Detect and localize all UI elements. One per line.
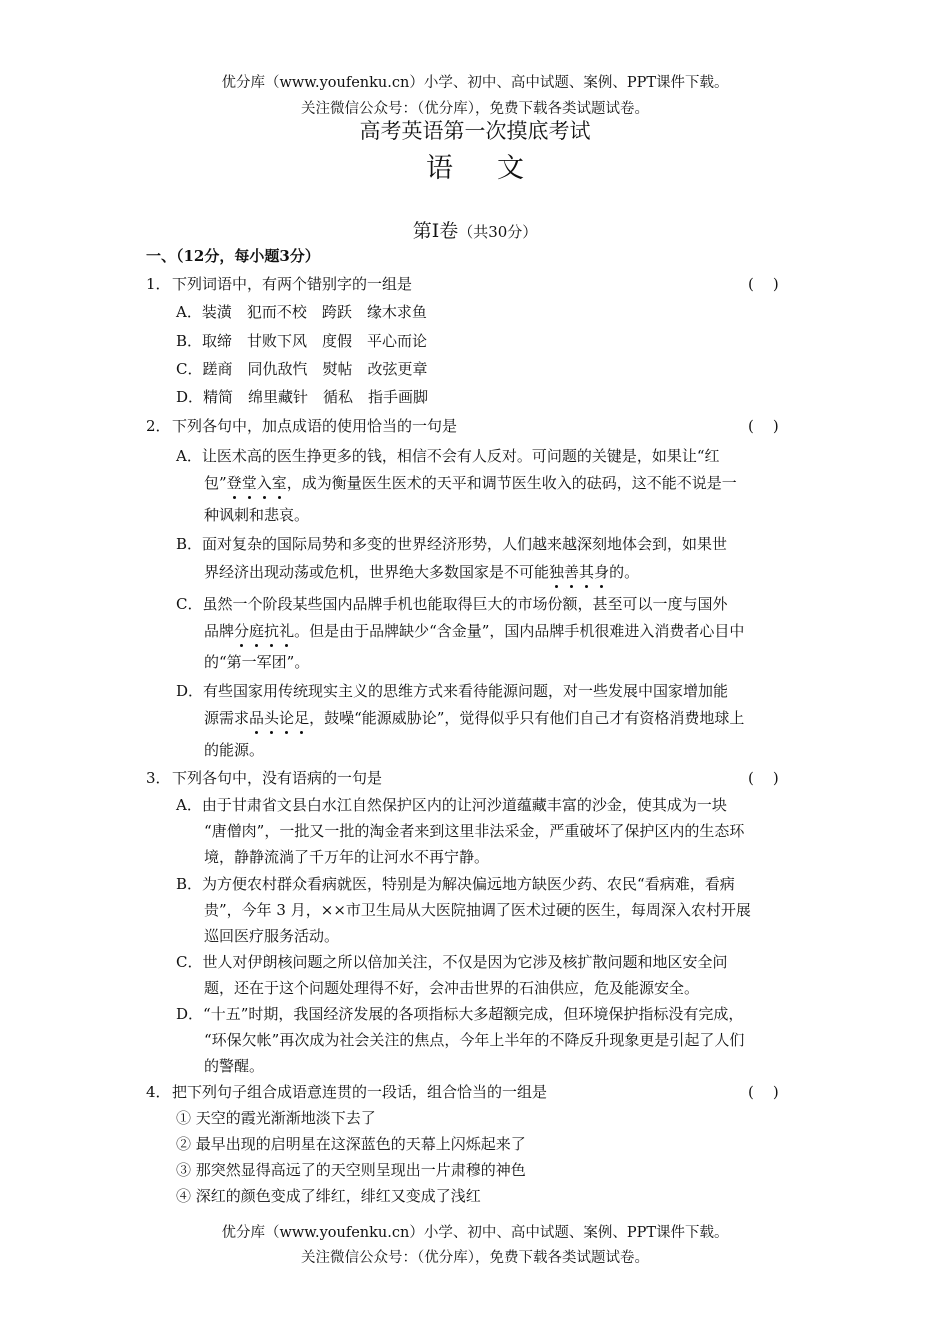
volume-title xyxy=(0,219,950,244)
q4-stem xyxy=(146,1082,547,1102)
q1-number: 1． xyxy=(146,275,171,293)
volume-main: 第Ⅰ卷 xyxy=(412,220,459,242)
q2-c-dotted-char: 分 xyxy=(234,622,250,640)
subject-title: 语文 xyxy=(426,153,568,184)
q2-d-dotted-char: 头 xyxy=(264,709,280,727)
q3-option-d-line-2: “环保欠帐”再次成为社会关注的焦点，今年上半年的不降反升现象更是引起了人们 xyxy=(204,1031,745,1049)
q2-b-dotted-char: 善 xyxy=(564,563,580,581)
volume-score: （共30分） xyxy=(458,223,538,241)
q3-option-d-line-3: 的警醒。 xyxy=(204,1057,265,1075)
q2-option-c-line-3: 的“第一军团”。 xyxy=(204,653,310,671)
q2-option-b-line-2[interactable] xyxy=(204,562,639,582)
exam-title: 高考英语第一次摸底考试 xyxy=(359,119,591,143)
q2-option-d-line-1[interactable]: D．有些国家用传统现实主义的思维方式来看待能源问题，对一些发展中国家增加能 xyxy=(176,682,729,700)
q2-a-dotted-char: 登 xyxy=(226,474,242,492)
q2-a-text-pre: 包” xyxy=(204,474,227,492)
q3-option-a-line-3: 境，静静流淌了千万年的让河水不再宁静。 xyxy=(204,848,490,866)
q2-d-dotted-char: 论 xyxy=(279,709,295,727)
q2-a-dotted-char: 室 xyxy=(271,474,287,492)
q3-text: 下列各句中，没有语病的一句是 xyxy=(172,769,383,787)
q3-option-c-line-2: 题，还在于这个问题处理得不好，会冲击世界的石油供应，危及能源安全。 xyxy=(204,979,700,997)
q2-c-dotted-char: 庭 xyxy=(249,622,265,640)
section-1-heading: 一、（12分，每小题3分） xyxy=(146,247,320,265)
q2-c-text-post: 。但是由于品牌缺少“含金量”，国内品牌手机很难进入消费者心目中 xyxy=(294,622,745,640)
q3-option-b-line-3: 巡回医疗服务活动。 xyxy=(204,927,340,945)
q2-d-dotted-char: 足 xyxy=(294,709,310,727)
q2-option-a-line-3: 种讽刺和悲哀。 xyxy=(204,506,310,524)
q1-option-a[interactable]: A．装潢 犯而不校 跨跃 缘木求鱼 xyxy=(176,303,427,321)
q2-answer-blank[interactable]: ( ) xyxy=(748,417,779,435)
q2-option-d-line-3: 的能源。 xyxy=(204,741,265,759)
q2-b-dotted-char: 其 xyxy=(579,563,595,581)
header-line-1: 优分库（www.youfenku.cn）小学、初中、高中试题、案例、PPT课件下载。 xyxy=(221,75,729,91)
q2-a-dotted-char: 入 xyxy=(256,474,272,492)
q3-option-d-line-1[interactable]: D．“十五”时期，我国经济发展的各项指标大多超额完成，但环境保护指标没有完成， xyxy=(176,1005,744,1023)
q3-number: 3． xyxy=(146,769,171,787)
q2-option-a-line-1[interactable]: A．让医术高的医生挣更多的钱，相信不会有人反对。可问题的关键是，如果让“红 xyxy=(176,447,720,465)
q2-option-c-line-2[interactable] xyxy=(204,621,744,641)
q1-stem xyxy=(146,274,412,294)
q2-c-dotted-char: 抗 xyxy=(264,622,280,640)
q2-b-text-pre: 界经济出现动荡或危机，世界绝大多数国家是不可能 xyxy=(204,563,550,581)
q2-c-text-pre: 品牌 xyxy=(204,622,235,640)
q1-text: 下列词语中，有两个错别字的一组是 xyxy=(172,275,413,293)
q4-sentence-2: ② 最早出现的启明星在这深蓝色的天幕上闪烁起来了 xyxy=(176,1135,526,1153)
q3-stem xyxy=(146,768,382,788)
q4-text: 把下列句子组合成语意连贯的一段话，组合恰当的一组是 xyxy=(172,1083,548,1101)
q3-option-b-line-2: 贵”，今年 3 月，××市卫生局从大医院抽调了医术过硬的医生，每周深入农村开展 xyxy=(204,901,751,919)
q1-answer-blank[interactable]: ( ) xyxy=(748,275,779,293)
q4-sentence-3: ③ 那突然显得高远了的天空则呈现出一片肃穆的神色 xyxy=(176,1161,526,1179)
q2-text: 下列各句中，加点成语的使用恰当的一句是 xyxy=(172,417,458,435)
q2-stem xyxy=(146,416,457,436)
q3-option-a-line-2: “唐僧肉”，一批又一批的淘金者来到这里非法采金，严重破坏了保护区内的生态环 xyxy=(204,822,745,840)
q2-number: 2． xyxy=(146,417,171,435)
q2-option-a-line-2[interactable] xyxy=(204,473,737,493)
q2-b-text-post: 的。 xyxy=(609,563,640,581)
header-line-2: 关注微信公众号：（优分库），免费下载各类试题试卷。 xyxy=(301,101,649,117)
q1-option-c[interactable]: C．蹉商 同仇敌忾 熨帖 改弦更章 xyxy=(176,360,428,378)
q2-b-dotted-char: 身 xyxy=(594,563,610,581)
footer-line-2: 关注微信公众号：（优分库），免费下载各类试题试卷。 xyxy=(301,1250,649,1266)
q1-option-d[interactable]: D．精简 绵里藏针 循私 指手画脚 xyxy=(176,388,429,406)
q3-option-a-line-1[interactable]: A．由于甘肃省文县白水江自然保护区内的让河沙道蕴藏丰富的沙金，使其成为一块 xyxy=(176,796,727,814)
q3-option-c-line-1[interactable]: C．世人对伊朗核问题之所以倍加关注，不仅是因为它涉及核扩散问题和地区安全问 xyxy=(176,953,728,971)
q2-d-text-pre: 源需求 xyxy=(204,709,250,727)
q4-answer-blank[interactable]: ( ) xyxy=(748,1083,779,1101)
q4-sentence-4: ④ 深红的颜色变成了绯红，绯红又变成了浅红 xyxy=(176,1187,481,1205)
q4-number: 4． xyxy=(146,1083,171,1101)
q2-d-text-post: ，鼓噪“能源威胁论”，觉得似乎只有他们自己才有资格消费地球上 xyxy=(309,709,745,727)
q2-a-text-post: ，成为衡量医生医术的天平和调节医生收入的砝码，这不能不说是一 xyxy=(286,474,737,492)
footer-line-1: 优分库（www.youfenku.cn）小学、初中、高中试题、案例、PPT课件下载。 xyxy=(221,1225,729,1241)
q3-option-b-line-1[interactable]: B．为方便农村群众看病就医，特别是为解决偏远地方缺医少药、农民“看病难，看病 xyxy=(176,875,735,893)
q2-c-dotted-char: 礼 xyxy=(279,622,295,640)
q2-option-b-line-1[interactable]: B．面对复杂的国际局势和多变的世界经济形势，人们越来越深刻地体会到，如果世 xyxy=(176,535,728,553)
q2-option-c-line-1[interactable]: C．虽然一个阶段某些国内品牌手机也能取得巨大的市场份额，甚至可以一度与国外 xyxy=(176,595,728,613)
q3-answer-blank[interactable]: ( ) xyxy=(748,769,779,787)
q2-b-dotted-char: 独 xyxy=(549,563,565,581)
q2-option-d-line-2[interactable] xyxy=(204,708,744,728)
q1-option-b[interactable]: B．取缔 甘败下风 度假 平心而论 xyxy=(176,332,428,350)
q2-d-dotted-char: 品 xyxy=(249,709,265,727)
q4-sentence-1: ① 天空的霞光渐渐地淡下去了 xyxy=(176,1109,376,1127)
q2-a-dotted-char: 堂 xyxy=(241,474,257,492)
